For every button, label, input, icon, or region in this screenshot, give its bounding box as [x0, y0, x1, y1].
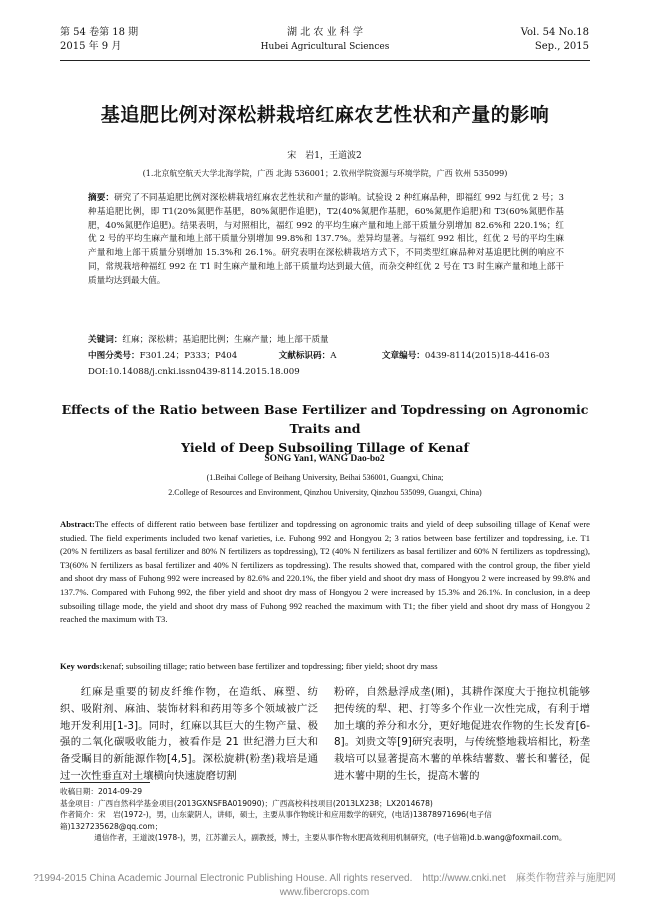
doc-code-value: A: [330, 351, 337, 361]
abstract-zh-label: 摘要：: [88, 193, 115, 203]
keywords-zh-label: 关键词：: [88, 335, 123, 345]
journal-volume-zh: 第 54 卷第 18 期: [60, 27, 139, 38]
abstract-en-label: Abstract:: [60, 519, 95, 529]
journal-issue-en: [521, 26, 589, 54]
body-column-right: 粉碎，自然悬浮成垄(厢)，其耕作深度大于拖拉机能够把传统的犁、耙、打等多个作业一次性完成，有利于增加土壤的养分和水分，更好地促进农作物的生长发育[6-8]。刘贵文等[9]研究表明，与传统整地栽培相比，粉垄栽培可以显著提高木薯的单株结薯数、薯长和薯径，促进木薯中期的生长，提高木薯的: [334, 686, 590, 782]
article-number-value: 0439-8114(2015)18-4416-03: [424, 351, 550, 361]
abstract-en-text: The effects of different ratio between base fertilizer and topdressing on agronomic traits and yield of deep subsoiling tillage of Kenaf were studied. The field experiments included two kenaf varieties, i.e. Fuhong 992 and Hongyou 2; 3 ratios between base fertilizer and topdressing, i.e. T1 (20% N fertilizers as basal fertilizer and 80% N fertilizers as topdressing), T2 (40% N fertilizers as basal fertilizer and 60% N fertilizers as topdressing), T3(60% N fertilizers as basal fertilizer and 40% N fertilizers as topdressing). The results showed that, compared with the control group, the fiber yield and shoot dry mass of Fuhong 992 were increased by 82.6% and 220.1%, the fiber yield and shoot dry mass of Hongyou 2 were increased by 99.8% and 137.7%. Compared with Fuhong 992, the fiber yield and shoot dry mass of Hongyou 2 were increased by 15.3% and 26.1%. In conclusion, in a deep subsoiling tillage mode, the yield and shoot dry mass of Fuhong 992 reached the maximum with T1; the fiber yield and shoot dry mass of Hongyou 2 reached the maximum with T3.: [60, 519, 590, 625]
keywords-en-label: Key words:: [60, 661, 103, 671]
keywords-zh: [88, 334, 564, 348]
doc-code-label: 文献标识码：: [278, 351, 331, 361]
authors-en: SONG Yan1, WANG Dao-bo2: [264, 454, 385, 464]
journal-volume-en: Vol. 54 No.18: [520, 27, 589, 38]
body-column-left: 红麻是重要的韧皮纤维作物，在造纸、麻塑、纺织、吸附剂、麻油、装饰材料和药用等多个领域被广泛地开发利用[1-3]。同时，红麻以其巨大的生物产量、极强的二氧化碳吸收能力，被看作是 21 世纪潜力巨大和备受瞩目的新能源作物[4,5]。深松旋耕(粉垄)栽培是通过一次性垂直对土壤横向快速旋磨切割: [60, 686, 318, 782]
doi: DOI:10.14088/j.cnki.issn0439-8114.2015.18.009: [88, 367, 300, 377]
keywords-en: [60, 660, 590, 674]
page-title-en-line2: Yield of Deep Subsoiling Tillage of Kenaf: [181, 440, 469, 455]
footnote-rule: [60, 782, 150, 783]
footnotes: [60, 786, 590, 844]
header-rule: [60, 60, 590, 61]
journal-date-en: Sep., 2015: [534, 41, 589, 52]
keywords-en-text: kenaf; subsoiling tillage; ratio between base fertilizer and topdressing; fiber yield; shoot dry mass: [102, 661, 438, 671]
journal-name-zh: 湖 北 农 业 科 学: [287, 27, 363, 38]
authors-zh: 宋 岩1，王道波2: [287, 151, 362, 161]
page-title-zh: 基追肥比例对深松耕栽培红麻农艺性状和产量的影响: [100, 104, 550, 126]
article-number-label: 文章编号：: [381, 351, 425, 361]
classification-line: [88, 350, 564, 364]
keywords-zh-text: 红麻；深松耕；基追肥比例；生麻产量；地上部干质量: [122, 335, 329, 345]
footnote-received: 收稿日期：2014-09-29: [60, 787, 143, 796]
journal-name: [220, 26, 430, 54]
footnote-author1: 作者简介：宋 岩(1972-)，男，山东蒙阴人，讲师，硕士，主要从事作物统计和应用数学的研究，(电话)13878971696(电子信箱)1327235628@qq.com；: [60, 810, 492, 831]
abstract-zh-text: 研究了不同基追肥比例对深松耕栽培红麻农艺性状和产量的影响。试验设 2 种红麻品种，即福红 992 与红优 2 号；3 种基追肥比例，即 T1(20%氮肥作基肥，80%氮肥作追肥)，T2(40%氮肥作基肥，60%氮肥作追肥)和 T3(60%氮肥作基肥，40%氮肥作追肥)。结果表明，与对照相比，福红 992 的平均生麻产量和地上部干质量分别增加 82.6%和 220.1%；红优 2 号的平均生麻产量和地上部干质量分别增加 99.8%和 137.7%。差异均显著。与福红 992 相比，红优 2 号的平均生麻产量和地上部干质量分别增加 15.3%和 26.1%。研究表明在深松耕栽培方式下，不同类型红麻品种对基追肥比例的响应不同，常规栽培种福红 992 在 T1 时生麻产量和地上部干质量均达到最大值，而杂交种红优 2 号在 T3 时生麻产量和地上部干质量均达到最大值。: [88, 193, 564, 286]
clc-value: F301.24；P333；P404: [139, 351, 238, 361]
abstract-zh: [88, 192, 564, 289]
affiliation-en: [40, 472, 610, 499]
footnote-author2: 通信作者，王道波(1978-)，男，江苏灌云人，副教授，博士，主要从事作物水肥高效利用机制研究，(电子信箱)d.b.wang@foxmail.com。: [94, 833, 567, 842]
affiliation-zh: (1.北京航空航天大学北海学院，广西 北海 536001；2.钦州学院资源与环境学院，广西 钦州 535099): [142, 169, 508, 178]
journal-date-zh: 2015 年 9 月: [60, 41, 122, 52]
page-title-en: [45, 400, 605, 457]
footnote-fund: 基金项目：广西自然科学基金项目(2013GXNSFBA019090)；广西高校科技项目(2013LX238；LX2014678): [60, 798, 433, 808]
affiliation-en-2: 2.College of Resources and Environment, Qinzhou University, Qinzhou 535099, Guangxi, China): [168, 488, 482, 497]
copyright-footer: ?1994-2015 China Academic Journal Electronic Publishing House. All rights reserved. http://www.cnki.net 麻类作物营养与施肥网 www.fibercrops.com: [33, 873, 616, 898]
journal-issue: [60, 26, 138, 54]
page-title-en-line1: Effects of the Ratio between Base Fertilizer and Topdressing on Agronomic Traits and: [61, 402, 589, 436]
journal-name-en: Hubei Agricultural Sciences: [260, 42, 390, 52]
abstract-en: [60, 518, 590, 627]
clc-label: 中图分类号：: [88, 351, 140, 361]
affiliation-en-1: (1.Beihai College of Beihang University, Beihai 536001, Guangxi, China;: [206, 473, 444, 482]
